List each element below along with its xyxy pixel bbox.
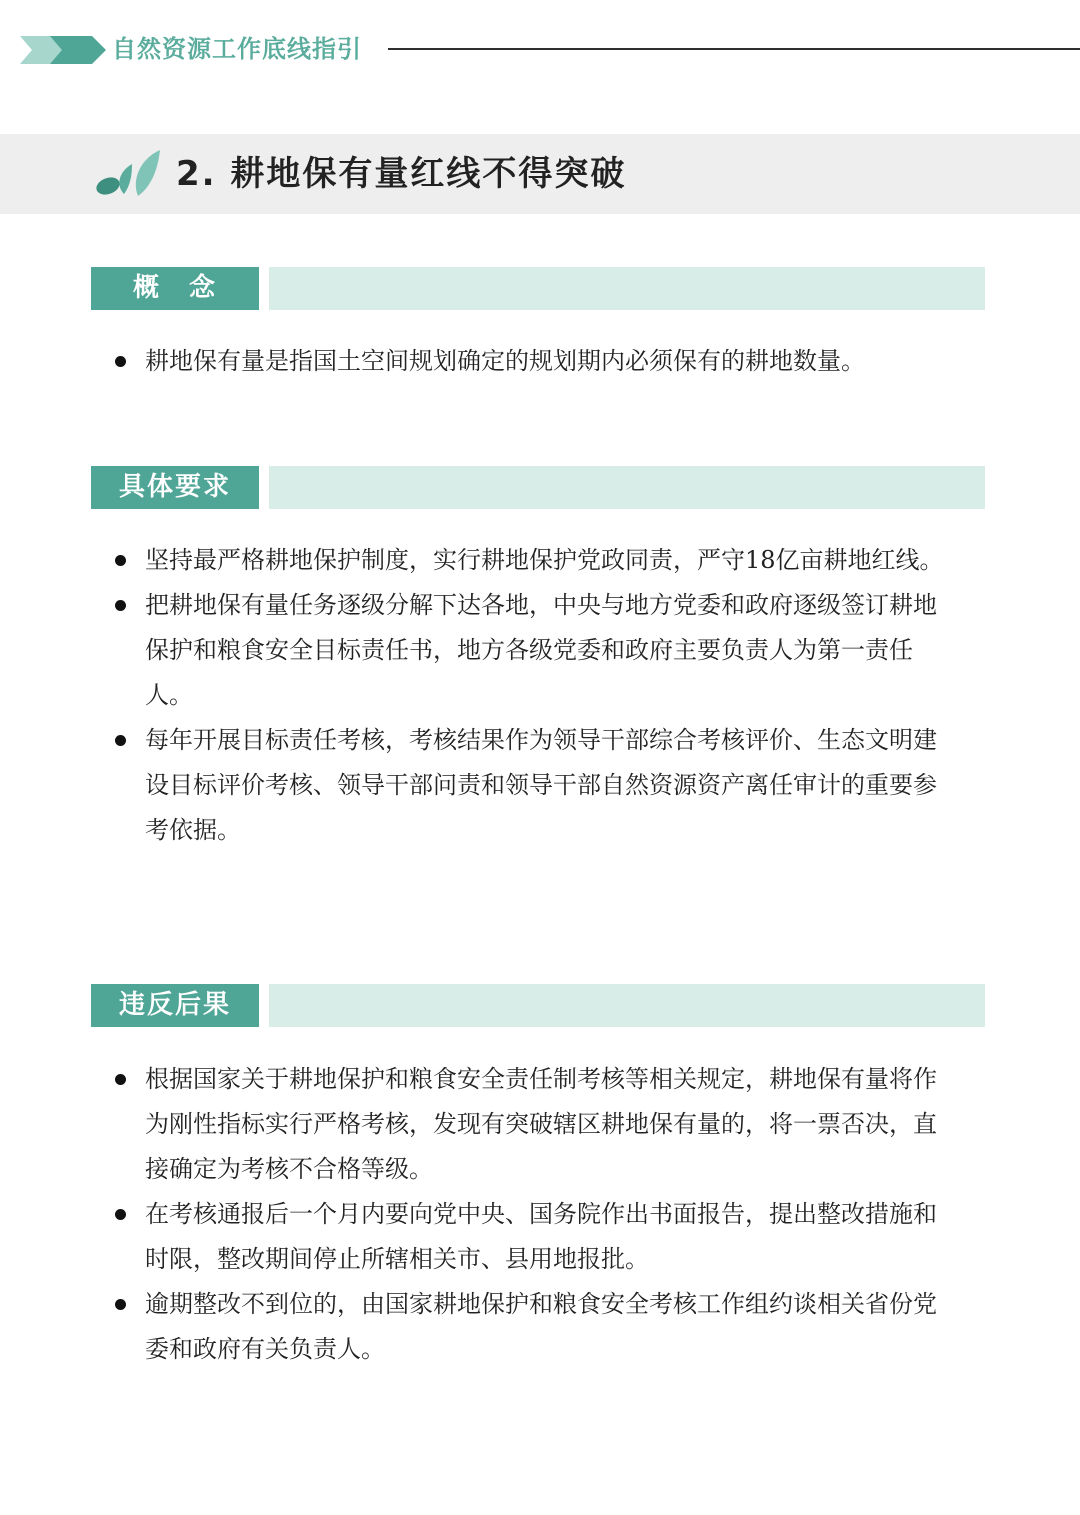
requirements-list (112, 538, 952, 853)
list-item-text: 耕地保有量是指国土空间规划确定的规划期内必须保有的耕地数量。 (145, 347, 865, 375)
section-title: 2. 耕地保有量红线不得突破 (176, 154, 627, 194)
bullet-icon (115, 1074, 126, 1085)
subhead-concept (91, 267, 985, 310)
subhead-requirements-bar (269, 466, 985, 509)
subhead-consequences-bar (269, 984, 985, 1027)
list-item (112, 583, 952, 718)
bullet-icon (115, 1299, 126, 1310)
list-item (112, 1057, 952, 1192)
subhead-requirements-label: 具体要求 (91, 466, 259, 509)
subhead-concept-bar (269, 267, 985, 310)
list-item (112, 538, 952, 583)
list-item (112, 339, 952, 384)
consequences-list (112, 1057, 952, 1372)
bullet-icon (115, 600, 126, 611)
list-item-text: 把耕地保有量任务逐级分解下达各地，中央与地方党委和政府逐级签订耕地保护和粮食安全目标责任书，地方各级党委和政府主要负责人为第一责任人。 (145, 591, 937, 709)
subhead-consequences-label: 违反后果 (91, 984, 259, 1027)
list-item-text: 根据国家关于耕地保护和粮食安全责任制考核等相关规定，耕地保有量将作为刚性指标实行严格考核，发现有突破辖区耕地保有量的，将一票否决，直接确定为考核不合格等级。 (145, 1065, 937, 1183)
subhead-consequences (91, 984, 985, 1027)
bullet-icon (115, 356, 126, 367)
header-rule (388, 48, 1080, 50)
bullet-icon (115, 555, 126, 566)
list-item-text: 逾期整改不到位的，由国家耕地保护和粮食安全考核工作组约谈相关省份党委和政府有关负责人。 (145, 1290, 937, 1363)
subhead-concept-label: 概 念 (91, 267, 259, 310)
list-item-text: 坚持最严格耕地保护制度，实行耕地保护党政同责，严守18亿亩耕地红线。 (145, 546, 944, 574)
leaf-logo-icon (94, 146, 162, 198)
list-item-text: 每年开展目标责任考核，考核结果作为领导干部综合考核评价、生态文明建设目标评价考核、领导干部问责和领导干部自然资源资产离任审计的重要参考依据。 (145, 726, 937, 844)
bullet-icon (115, 735, 126, 746)
bullet-icon (115, 1209, 126, 1220)
header-title: 自然资源工作底线指引 (112, 35, 362, 63)
concept-list (112, 339, 952, 384)
subhead-requirements (91, 466, 985, 509)
list-item (112, 718, 952, 853)
list-item (112, 1192, 952, 1282)
header-chevron-icon (20, 36, 106, 64)
list-item (112, 1282, 952, 1372)
list-item-text: 在考核通报后一个月内要向党中央、国务院作出书面报告，提出整改措施和时限，整改期间停止所辖相关市、县用地报批。 (145, 1200, 937, 1273)
